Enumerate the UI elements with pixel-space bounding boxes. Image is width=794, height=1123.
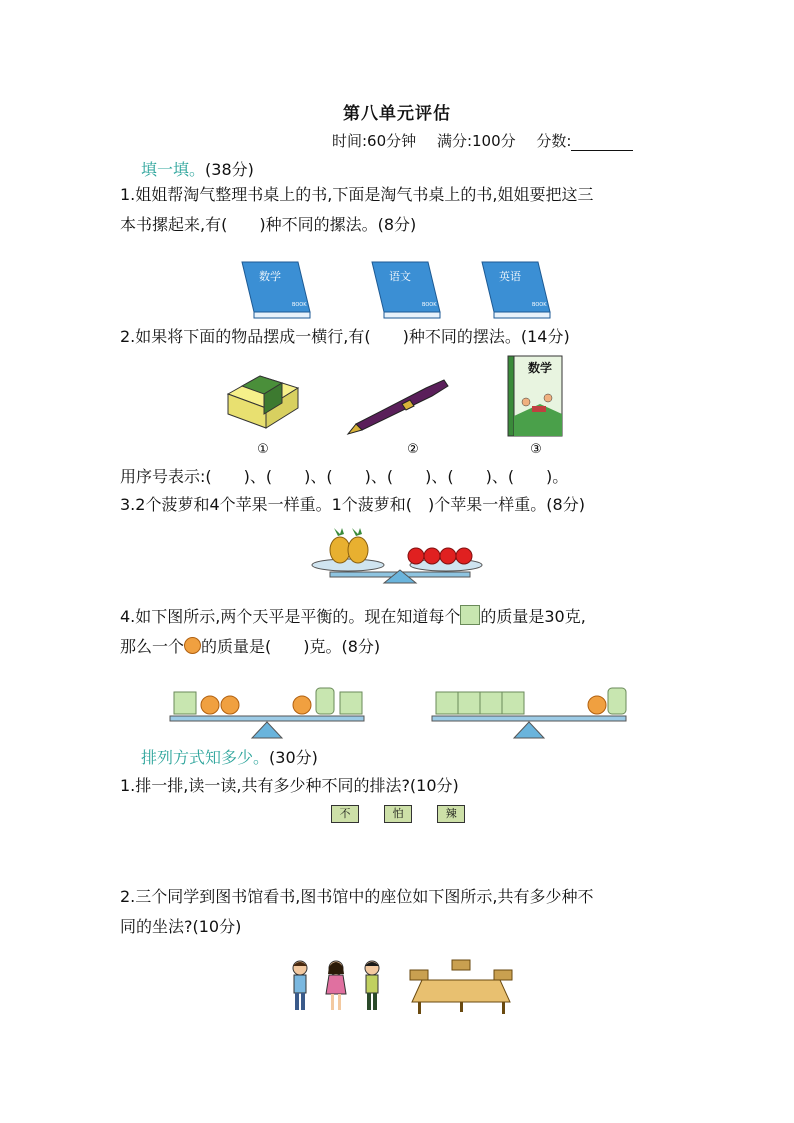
student-3-icon [365, 961, 379, 1010]
pineapple-icon [330, 528, 368, 563]
item-label-1: ① [257, 442, 269, 457]
question-2: 2.如果将下面的物品摆成一横行,有( )种不同的摆法。(14分) [120, 327, 570, 346]
balance-right [432, 688, 626, 738]
score-blank[interactable] [571, 136, 633, 151]
books-illustration [236, 258, 556, 322]
book-english [482, 262, 550, 318]
question-2-answer: 用序号表示:( )、( )、( )、( )、( )、( )。 [120, 467, 569, 486]
section-1-label: 填一填。 [141, 160, 206, 179]
tile-2: 怕 [384, 805, 412, 823]
book-chinese-title: 语文 [389, 270, 411, 283]
math-book-title: 数学 [527, 361, 553, 375]
question-4 [120, 602, 586, 662]
fruit-balance-illustration [310, 528, 490, 584]
section-1-points: (38分) [205, 160, 254, 179]
permutation-question-2-line2: 同的坐法?(10分) [120, 917, 242, 936]
page-title: 第八单元评估 [343, 104, 451, 124]
book-math-tag: BOOK [292, 302, 307, 308]
question-4-text-c: 那么一个 [120, 637, 185, 656]
student-1-icon [293, 961, 307, 1010]
eraser-icon [228, 376, 298, 428]
book-english-title: 英语 [499, 270, 521, 283]
full-score: 满分:100分 [436, 132, 516, 150]
permutation-question-2-line1: 2.三个同学到图书馆看书,图书馆中的座位如下图所示,共有多少种不 [120, 887, 594, 906]
question-1 [120, 180, 593, 240]
question-4-line1 [120, 602, 586, 632]
tile-3: 辣 [437, 805, 465, 823]
question-1-line1: 1.姐姐帮淘气整理书桌上的书,下面是淘气书桌上的书,姐姐要把这三 [120, 185, 594, 204]
balance-left [170, 688, 364, 738]
pen-icon [348, 380, 448, 434]
section-2-label: 排列方式知多少。 [141, 748, 270, 767]
student-2-icon [326, 961, 346, 1010]
weight-balances-illustration [166, 682, 630, 742]
table-with-chairs-icon [410, 960, 512, 1014]
book-math [242, 262, 310, 318]
section-2-heading [141, 745, 318, 768]
question-4-text-a: 4.如下图所示,两个天平是平衡的。现在知道每个 [120, 607, 461, 626]
question-4-text-d: 的质量是( )克。(8分) [201, 637, 381, 656]
score-label: 分数: [536, 132, 572, 150]
library-illustration [284, 958, 524, 1016]
book-english-tag: BOOK [532, 302, 547, 308]
section-2-points: (30分) [269, 748, 318, 767]
question-4-text-b: 的质量是30克, [480, 607, 586, 626]
cube-icon [460, 605, 480, 625]
tile-1: 不 [331, 805, 359, 823]
item-label-2: ② [407, 442, 419, 457]
exam-meta [332, 130, 649, 151]
character-tiles [331, 802, 465, 823]
permutation-question-2 [120, 882, 593, 942]
items-illustration [220, 354, 580, 460]
math-book-icon [508, 356, 562, 436]
question-1-line2: 本书摞起来,有( )种不同的摞法。(8分) [120, 215, 417, 234]
section-1-heading [141, 157, 254, 180]
item-label-3: ③ [530, 442, 542, 457]
ball-icon [184, 637, 201, 654]
book-chinese [372, 262, 440, 318]
book-chinese-tag: BOOK [422, 302, 437, 308]
question-4-line2 [120, 632, 586, 662]
permutation-question-1: 1.排一排,读一读,共有多少种不同的排法?(10分) [120, 776, 459, 795]
book-math-title: 数学 [259, 270, 281, 283]
question-3: 3.2个菠萝和4个苹果一样重。1个菠萝和( )个苹果一样重。(8分) [120, 495, 585, 514]
time-limit: 时间:60分钟 [332, 132, 417, 150]
